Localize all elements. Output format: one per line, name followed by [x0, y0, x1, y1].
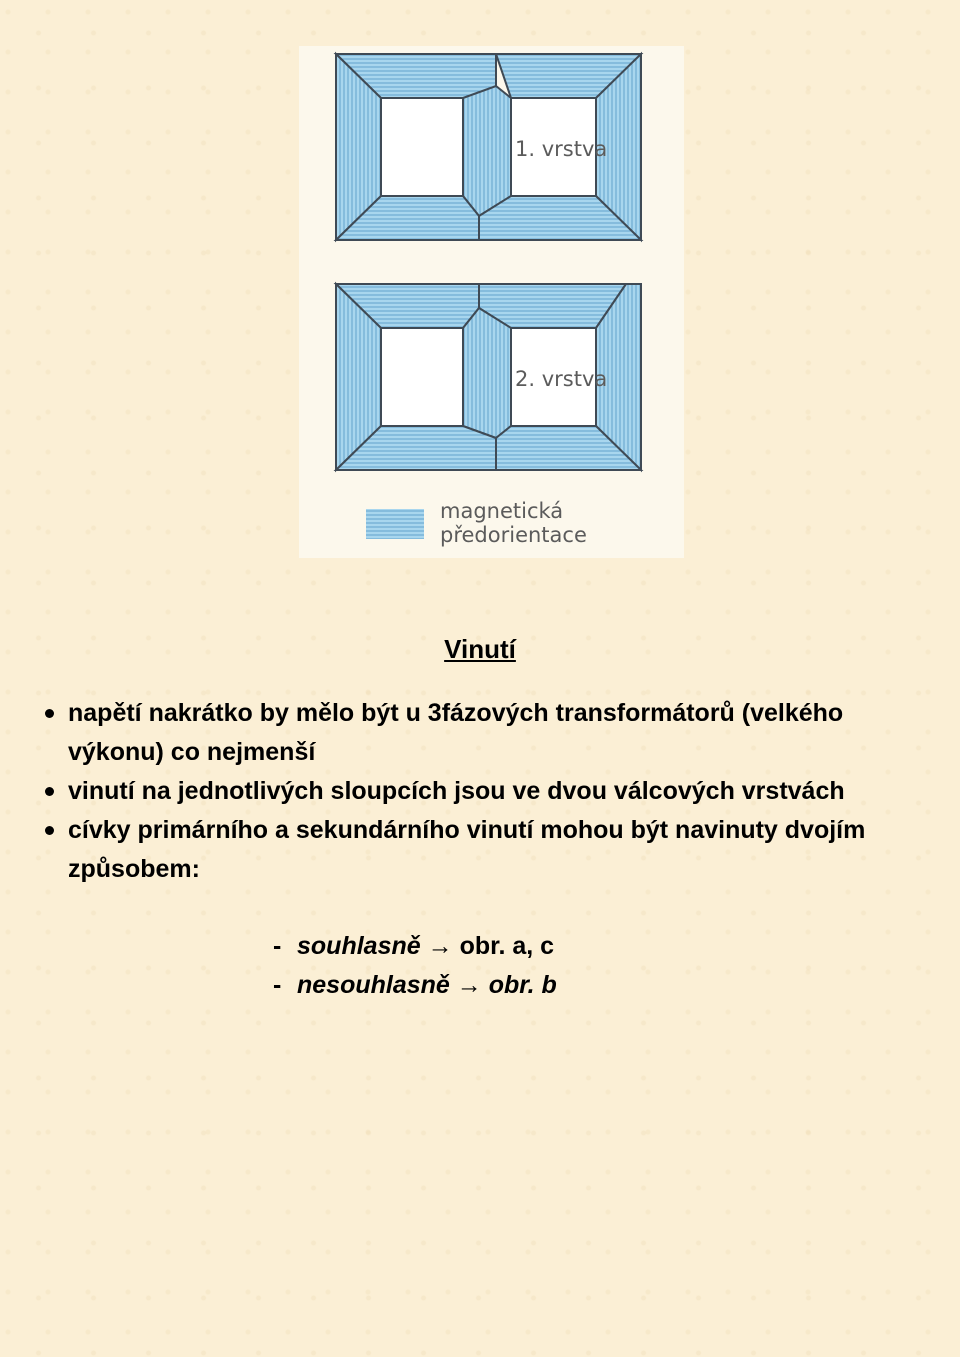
bullet-item: vinutí na jednotlivých sloupcích jsou ve dvou válcových vrstvách — [68, 772, 928, 811]
sub-item-ref: obr. b — [488, 971, 557, 999]
legend-swatch — [366, 509, 424, 539]
transformer-core-figure — [299, 46, 684, 558]
arrow-icon: → — [456, 971, 482, 999]
sub-item-term: nesouhlasně — [297, 971, 450, 999]
layer2-label: 2. vrstva — [515, 367, 608, 391]
legend-line-2: předorientace — [440, 523, 587, 547]
sub-item-dash: - — [273, 971, 282, 999]
bullet-item: napětí nakrátko by mělo být u 3fázových transformátorů (velkého výkonu) co nejmenší — [68, 694, 928, 772]
layer1-label: 1. vrstva — [515, 137, 608, 161]
layer1-center-limb — [463, 86, 511, 216]
section-heading: Vinutí — [444, 634, 516, 664]
sub-item-dash: - — [273, 932, 282, 960]
layer2-center-limb — [463, 308, 511, 438]
legend-line-1: magnetická — [440, 499, 564, 523]
arrow-icon: → — [427, 932, 453, 960]
bullet-item: cívky primárního a sekundárního vinutí mohou být navinuty dvojím způsobem: — [68, 811, 928, 889]
sub-item-term: souhlasně — [297, 932, 421, 960]
layer2-left-window — [381, 328, 463, 426]
sub-item-ref: obr. a, c — [459, 932, 555, 960]
bullet-list — [68, 694, 928, 889]
layer1-left-window — [381, 98, 463, 196]
